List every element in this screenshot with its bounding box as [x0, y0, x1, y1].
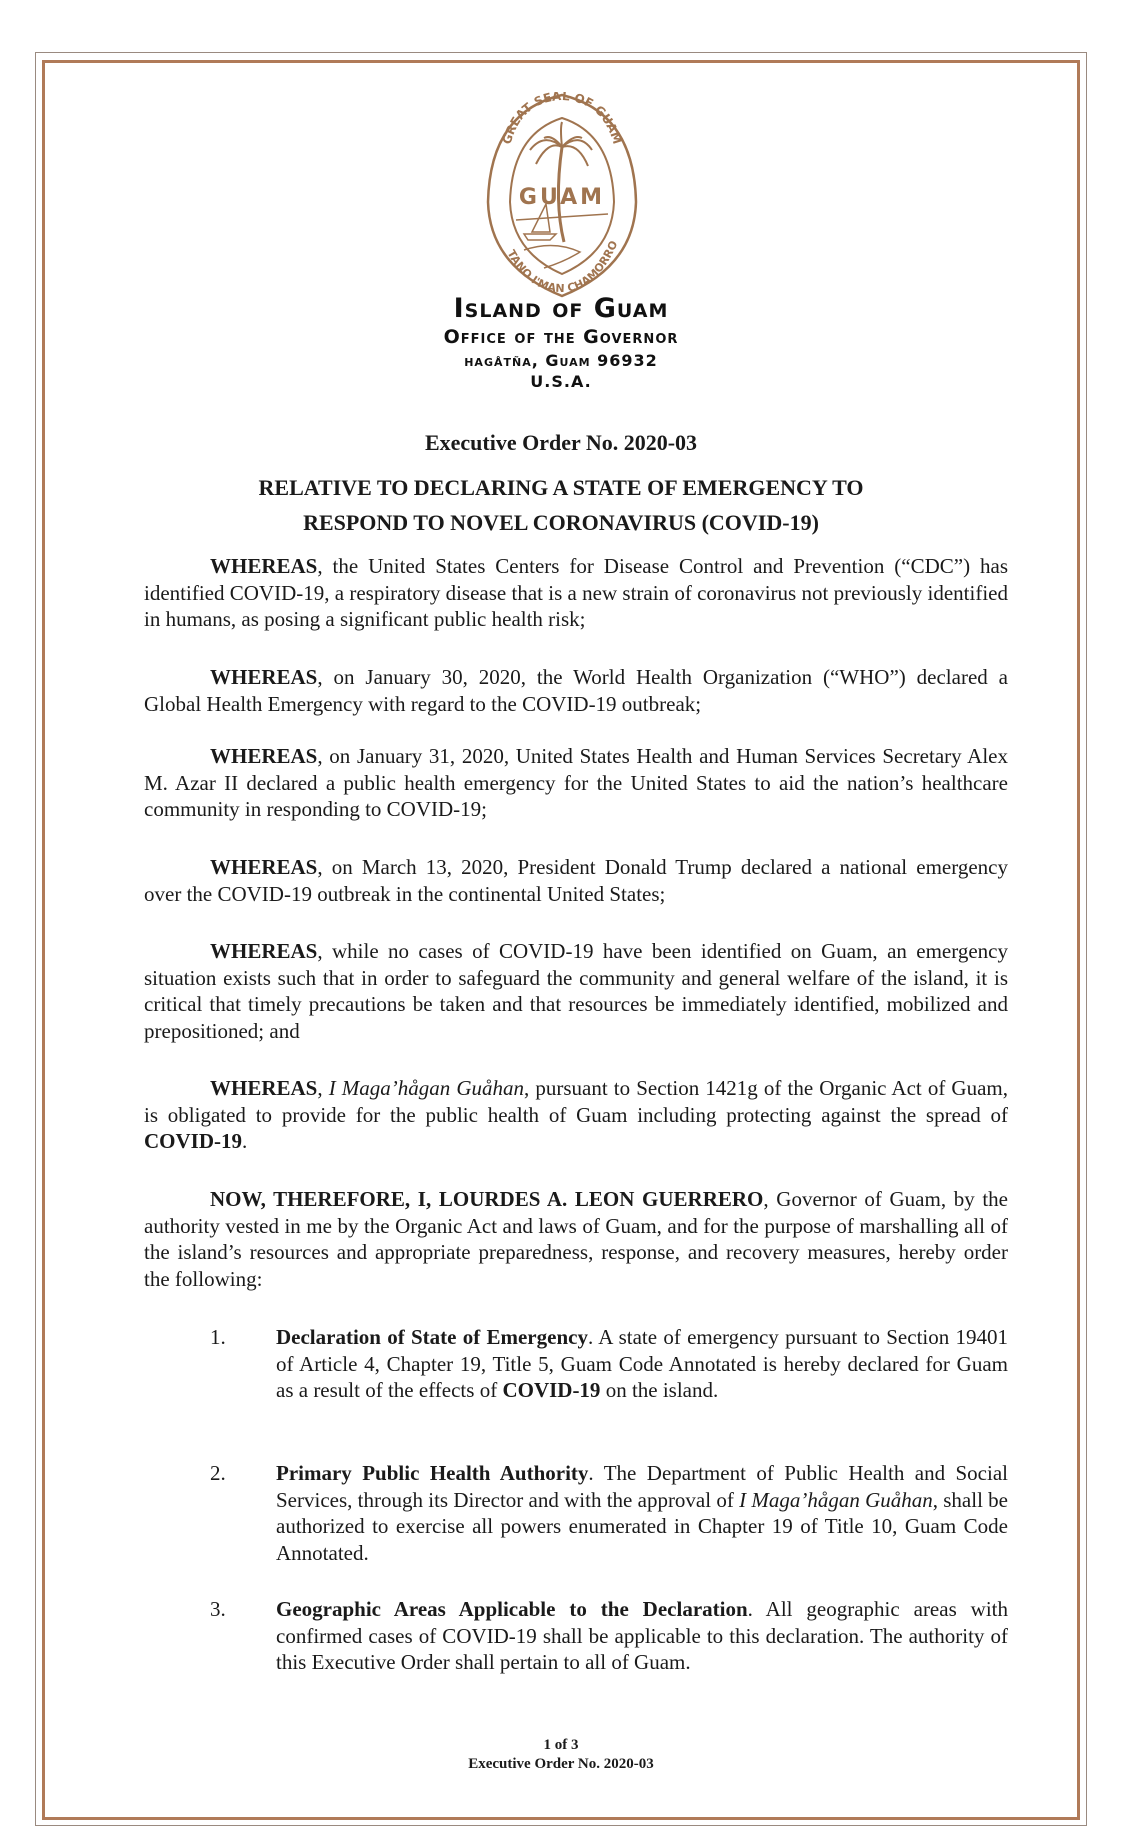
whereas-paragraph-5 [144, 938, 1008, 1044]
item-number: 2. [210, 1461, 226, 1485]
item-number: 1. [210, 1325, 226, 1349]
order-item-3 [210, 1596, 1008, 1676]
now-therefore-lead: NOW, THEREFORE, I, LOURDES A. LEON GUERRERO [210, 1187, 764, 1211]
paragraph-end: . [242, 1129, 248, 1153]
whereas-lead: WHEREAS [210, 939, 318, 963]
paragraph-text: , Governor of Guam, by the authority vested in me by the Organic Act and laws of Guam, and for the purpose of marshalling all of the island’s resources and appropriate preparedness, response, and recovery measures, hereby order the following: [144, 1187, 1009, 1291]
item-text: . A state of emergency pursuant to Section 19401 of Article 4, Chapter 19, Title 5, Guam Code Annotated is hereby declared for Guam as a result of the effects of [276, 1325, 1008, 1402]
title-line-1: RELATIVE TO DECLARING A STATE OF EMERGENCY TO [258, 475, 864, 500]
item-heading: Primary Public Health Authority [276, 1461, 589, 1485]
whereas-paragraph-6: WHEREAS, I Maga’hågan Guåhan, pursuant to Section 1421g of the Organic Act of Guam, is obligated to provide for the public health of Guam including protecting against the spread of COVID-19. [144, 1076, 1008, 1153]
covid-bold: COVID-19 [144, 1129, 242, 1153]
paragraph-text: , while no cases of COVID-19 have been identified on Guam, an emergency situation exists such that in order to safeguard the community and general welfare of the island, it is critical that timely precautions be taken and that resources be immediately identified, mobilized and prepositioned; and [144, 939, 1008, 1043]
item-text: . The Department of Public Health and Social Services, through its Director and with the approval of [276, 1461, 1008, 1512]
paragraph-text: , pursuant to Section 1421g of the Organic Act of Guam, is obligated to provide for the public health of Guam including protecting against the spread of [144, 1076, 1008, 1127]
maga-hagan-title: I Maga’hågan Guåhan [328, 1076, 525, 1100]
whereas-paragraph-2 [144, 664, 1008, 717]
page-number: 1 of 3 [543, 1737, 579, 1753]
document-title [0, 470, 1122, 540]
item-text-end: , shall be authorized to exercise all powers enumerated in Chapter 19 of Title 10, Guam Code Annotated. [276, 1487, 1008, 1565]
whereas-lead: WHEREAS [210, 554, 318, 578]
covid-bold: COVID-19 [502, 1378, 601, 1402]
item-heading: Declaration of State of Emergency [276, 1325, 588, 1349]
svg-text:GREAT SEAL OF GUAM: GREAT SEAL OF GUAM [499, 92, 625, 146]
svg-text:TANO I'MAN CHAMORRO: TANO I'MAN CHAMORRO [504, 238, 621, 296]
whereas-lead: WHEREAS [210, 665, 318, 689]
whereas-paragraph-4 [144, 854, 1008, 907]
item-heading: Geographic Areas Applicable to the Declaration [276, 1597, 748, 1621]
item-text: . All geographic areas with confirmed cases of COVID-19 shall be applicable to this declaration. The authority of this Executive Order shall pertain to all of Guam. [276, 1597, 1008, 1674]
letterhead-office: Office of the Governor [443, 326, 679, 348]
paragraph-text: , the United States Centers for Disease Control and Prevention (“CDC”) has identified COVID-19, a respiratory disease that is a new strain of coronavirus not previously identified in humans, as posing a significant public health risk; [144, 554, 1008, 631]
title-line-2: RESPOND TO NOVEL CORONAVIRUS (COVID-19) [303, 510, 819, 535]
paragraph-text: , on March 13, 2020, President Donald Trump declared a national emergency over the COVID-19 outbreak in the continental United States; [144, 855, 1008, 906]
paragraph-text: , on January 30, 2020, the World Health Organization (“WHO”) declared a Global Health Emergency with regard to the COVID-19 outbreak; [144, 665, 1008, 716]
now-therefore-paragraph [144, 1186, 1008, 1292]
order-item-2 [210, 1460, 1008, 1566]
footer-order-number: Executive Order No. 2020-03 [468, 1756, 654, 1772]
letterhead-address: hagåtña, Guam 96932 [464, 351, 658, 370]
item-text-end: on the island. [600, 1378, 719, 1402]
whereas-lead: WHEREAS [210, 744, 318, 768]
svg-text:GUAM: GUAM [518, 185, 606, 210]
whereas-lead: WHEREAS [210, 1076, 318, 1100]
item-number: 3. [210, 1597, 226, 1621]
letterhead-country: U.S.A. [530, 372, 592, 391]
whereas-paragraph-1 [144, 553, 1008, 633]
whereas-paragraph-3 [144, 743, 1008, 823]
paragraph-text: , on January 31, 2020, United States Health and Human Services Secretary Alex M. Azar II declared a public health emergency for the United States to aid the nation’s healthcare community in responding to COVID-19; [144, 744, 1008, 821]
executive-order-number: Executive Order No. 2020-03 [424, 430, 698, 455]
maga-hagan-title: I Maga’hågan Guåhan [739, 1487, 933, 1512]
whereas-lead: WHEREAS [210, 855, 318, 879]
order-item-1 [210, 1324, 1008, 1404]
great-seal-of-guam-icon [484, 92, 640, 298]
letterhead-island: Island of Guam [453, 293, 669, 324]
